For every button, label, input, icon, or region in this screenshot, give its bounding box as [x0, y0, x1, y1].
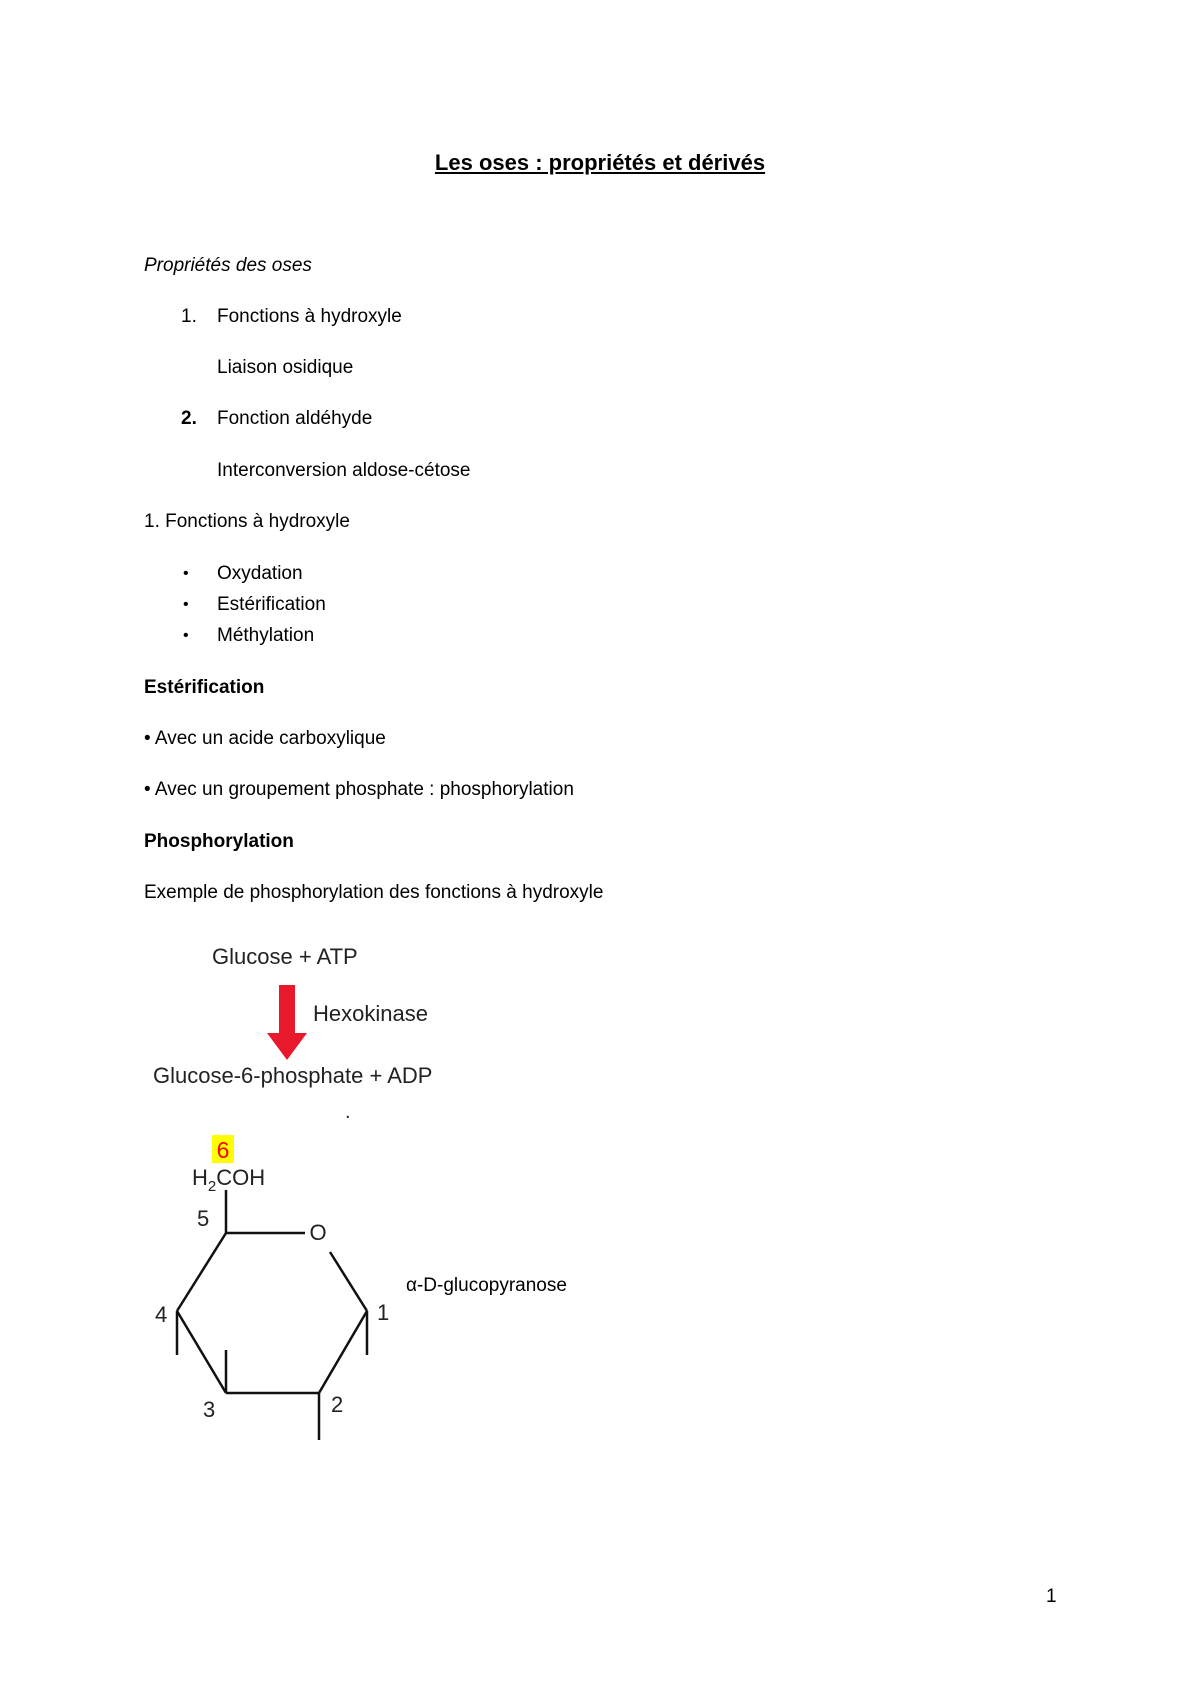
bond-o-c1	[330, 1252, 367, 1311]
reaction-arrow-icon	[267, 985, 307, 1060]
bullet-dot-3: •	[183, 627, 189, 644]
ch2oh-sub: 2	[207, 1178, 217, 1195]
outline-num-2: 2.	[181, 408, 197, 429]
section1-bullet-2: Estérification	[217, 594, 326, 615]
outline-sub-2: Interconversion aldose-cétose	[217, 460, 471, 481]
bullet-dot-1: •	[183, 565, 189, 582]
carbon5-label: 5	[197, 1206, 210, 1231]
outline-item-2: Fonction aldéhyde	[217, 408, 373, 429]
carbon2-label: 2	[331, 1392, 344, 1417]
carbon1-label: 1	[377, 1300, 390, 1325]
section1-bullet-3: Méthylation	[217, 625, 315, 646]
reaction-dot: .	[345, 1101, 351, 1123]
section1-bullet-1: Oxydation	[217, 563, 303, 584]
section-intro: Propriétés des oses	[144, 255, 312, 276]
ch2oh-h: H	[192, 1165, 208, 1190]
reaction-products: Glucose-6-phosphate + ADP	[153, 1063, 433, 1088]
esterification-item-1: • Avec un acide carboxylique	[144, 728, 386, 749]
bullet-dot-2: •	[183, 596, 189, 613]
molecule-name: α-D-glucopyranose	[406, 1275, 567, 1296]
reaction-reactants: Glucose + ATP	[212, 944, 358, 969]
bond-c3-c4	[177, 1311, 226, 1393]
esterification-item-2: • Avec un groupement phosphate : phosphorylation	[144, 779, 574, 800]
page-number: 1	[1046, 1586, 1057, 1607]
carbon6-label: 6	[216, 1137, 230, 1163]
carbon4-label: 4	[155, 1302, 168, 1327]
ch2oh-rest: COH	[216, 1165, 266, 1190]
page-title: Les oses : propriétés et dérivés	[434, 150, 766, 175]
outline-sub-1: Liaison osidique	[217, 357, 354, 378]
phosphorylation-heading: Phosphorylation	[144, 831, 294, 852]
esterification-heading: Estérification	[144, 677, 265, 698]
bond-c4-c5	[177, 1233, 226, 1311]
section1-heading: 1. Fonctions à hydroxyle	[144, 511, 350, 532]
ch2oh-group	[192, 1165, 265, 1195]
reaction-enzyme: Hexokinase	[313, 1001, 428, 1026]
outline-item-1: Fonctions à hydroxyle	[217, 306, 402, 327]
carbon3-label: 3	[203, 1397, 216, 1422]
oxygen-label: O	[309, 1220, 327, 1245]
phosphorylation-intro: Exemple de phosphorylation des fonctions à hydroxyle	[144, 882, 604, 903]
bond-c1-c2	[319, 1311, 367, 1393]
outline-num-1: 1.	[181, 306, 197, 327]
